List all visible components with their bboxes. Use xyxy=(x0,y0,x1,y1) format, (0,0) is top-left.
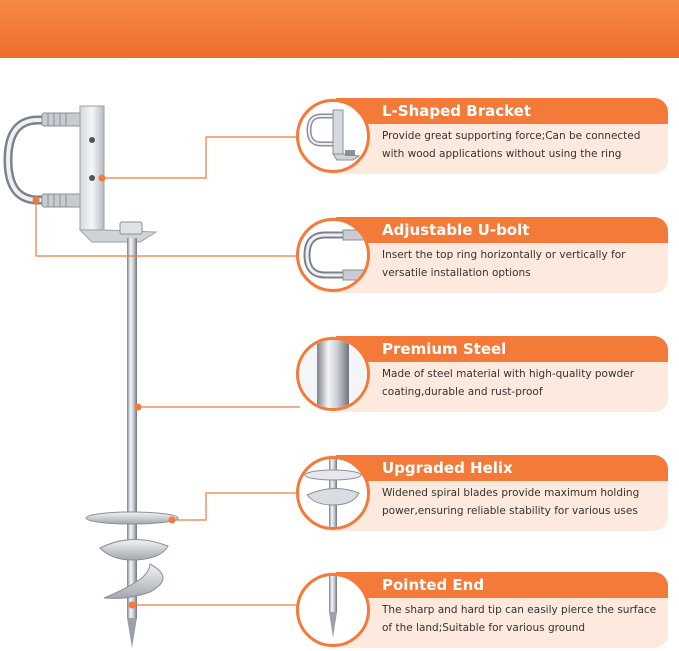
u-bolt-icon xyxy=(296,218,370,292)
u-bolt xyxy=(8,113,82,207)
feature-title-bar xyxy=(336,572,668,598)
feature-title-bar xyxy=(336,98,668,124)
feature-card-helix xyxy=(296,455,668,531)
feature-title: Adjustable U-bolt xyxy=(382,221,530,239)
feature-title: Upgraded Helix xyxy=(382,459,513,477)
feature-card-u-bolt xyxy=(296,217,668,293)
feature-title-bar xyxy=(336,336,668,362)
anchor-rod xyxy=(127,238,137,618)
l-bracket-icon xyxy=(296,99,370,173)
feature-description: Made of steel material with high-quality powder coating,durable and rust-proof xyxy=(382,368,635,398)
feature-title-bar xyxy=(336,455,668,481)
feature-card-tip xyxy=(296,572,668,648)
top-banner xyxy=(0,0,679,58)
ground-anchor-illustration xyxy=(0,58,300,651)
feature-description: Provide great supporting force;Can be connected with wood applications without using the ring xyxy=(382,130,641,160)
feature-card-l-bracket xyxy=(296,98,668,174)
feature-card-steel xyxy=(296,336,668,412)
feature-description: Widened spiral blades provide maximum holding power,ensuring reliable stability for various uses xyxy=(382,487,640,517)
helix-icon xyxy=(296,456,370,530)
pointed-tip-icon xyxy=(296,573,370,647)
feature-title-bar xyxy=(336,217,668,243)
feature-description: The sharp and hard tip can easily pierce the surface of the land;Suitable for various ground xyxy=(382,604,657,634)
anchor-tip xyxy=(127,618,137,648)
feature-title: Pointed End xyxy=(382,576,485,594)
feature-title: Premium Steel xyxy=(382,340,507,358)
l-bracket xyxy=(80,106,156,242)
feature-description: Insert the top ring horizontally or vertically for versatile installation options xyxy=(382,249,626,279)
steel-rod-icon xyxy=(296,337,370,411)
feature-title: L-Shaped Bracket xyxy=(382,102,532,120)
